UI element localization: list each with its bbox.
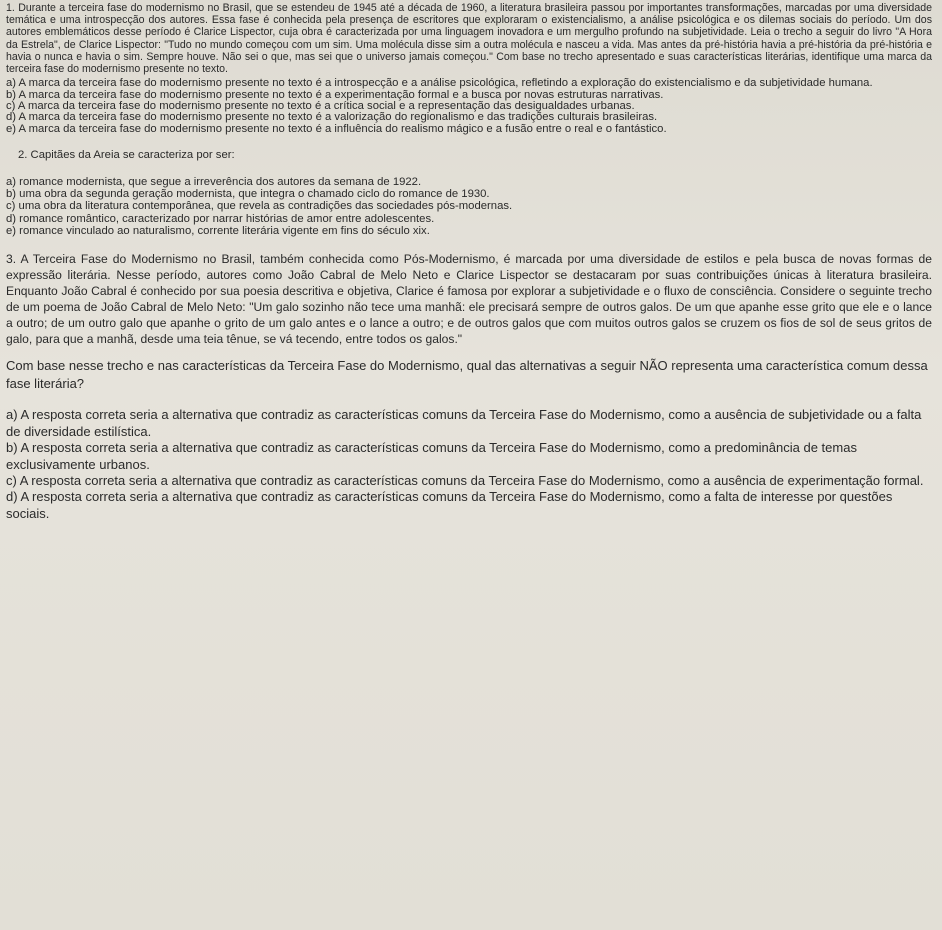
question-3-option-c: c) A resposta correta seria a alternativa que contradiz as características comuns da Terceira Fase do Modernismo, como a ausência de experimentação formal. [6, 472, 924, 488]
question-3-option-a: a) A resposta correta seria a alternativa que contradiz as características comuns da Terceira Fase do Modernismo, como a ausência de subjetividade ou a falta de diversidade estilística. [6, 407, 922, 439]
question-1-options [6, 78, 932, 135]
question-1-option-c: c) A marca da terceira fase do modernismo presente no texto é a crítica social e a representação das desigualdades urbanas. [6, 100, 635, 113]
question-1-option-d: d) A marca da terceira fase do modernismo presente no texto é a valorização do regionalismo e das tradições culturais brasileiras. [6, 111, 658, 124]
question-1-option-b: b) A marca da terceira fase do modernismo presente no texto é a experimentação formal e a busca por novas estruturas narrativas. [6, 88, 664, 101]
question-2-option-e: e) romance vinculado ao naturalismo, corrente literária vigente em fins do século xix. [6, 224, 430, 237]
question-2-options [6, 176, 932, 236]
question-3-option-b: b) A resposta correta seria a alternativa que contradiz as características comuns da Terceira Fase do Modernismo, como a predominância de temas exclusivamente urbanos. [6, 440, 857, 472]
question-3-option-d: d) A resposta correta seria a alternativa que contradiz as características comuns da Terceira Fase do Modernismo, como a falta de interesse por questões sociais. [6, 489, 893, 521]
question-3-prompt: Com base nesse trecho e nas características da Terceira Fase do Modernismo, qual das alternativas a seguir NÃO representa uma característica comum dessa fase literária? [6, 358, 928, 392]
question-2-option-b: b) uma obra da segunda geração modernista, que integra o chamado ciclo do romance de 1930. [6, 188, 490, 201]
question-2-option-c: c) uma obra da literatura contemporânea, que revela as contradições das sociedades pós-modernas. [6, 200, 513, 213]
question-1-option-a: a) A marca da terceira fase do modernismo presente no texto é a introspecção e a análise psicológica, refletindo a exploração do existencialismo e da subjetividade humana. [6, 77, 873, 90]
question-3-text: 3. A Terceira Fase do Modernismo no Brasil, também conhecida como Pós-Modernismo, é marcada por uma diversidade de estilos e pela busca de novas formas de expressão literária. Nesse período, autores como João Cabral de Melo Neto e Clarice Lispector se destacaram por suas contribuições únicas à literatura brasileira. Enquanto João Cabral é conhecido por sua poesia descritiva e objetiva, Clarice é famosa por explorar a subjetividade e o fluxo de consciência. Considere o seguinte trecho de um poema de João Cabral de Melo Neto: "Um galo sozinho não tece uma manhã: ele precisará sempre de outros galos. De um que apanhe esse grito que ele e o lance a outro; de um outro galo que apanhe o grito de um galo antes e o lance a outro; e de outros galos que com muitos outros galos se cruzem os fios de sol de seus gritos de galo, para que a manhã, desde uma teia tênue, se vá tecendo, entre todos os galos." [6, 251, 932, 347]
question-1-text: 1. Durante a terceira fase do modernismo no Brasil, que se estendeu de 1945 até a década de 1960, a literatura brasileira passou por importantes transformações, marcadas por uma diversidade temática e uma introspecção dos autores. Essa fase é conhecida pela presença de escritores que exploraram o existencialismo, a análise psicológica e os dilemas sociais do período. Um dos autores emblemáticos desse período é Clarice Lispector, cuja obra é caracterizada por uma linguagem inovadora e um mergulho profundo na subjetividade. Leia o trecho a seguir do livro "A Hora da Estrela", de Clarice Lispector: "Tudo no mundo começou com um sim. Uma molécula disse sim a outra molécula e nasceu a vida. Mas antes da pré-história havia a pré-história da pré-história e havia o nunca e havia o sim. Sempre houve. Não sei o que, mas sei que o universo jamais começou." Com base no trecho apresentado e suas características literárias, identifique uma marca da terceira fase do modernismo presente no texto. [6, 2, 932, 76]
question-1 [6, 2, 932, 135]
question-2-option-a: a) romance modernista, que segue a irreverência dos autores da semana de 1922. [6, 176, 422, 189]
question-3-options [6, 407, 932, 522]
question-3 [6, 251, 932, 522]
question-2-option-d: d) romance romântico, caracterizado por narrar histórias de amor entre adolescentes. [6, 212, 435, 225]
question-2-text: 2. Capitães da Areia se caracteriza por ser: [18, 149, 235, 162]
question-1-option-e: e) A marca da terceira fase do modernismo presente no texto é a influência do realismo mágico e a fusão entre o real e o fantástico. [6, 122, 667, 135]
question-2 [6, 149, 932, 236]
